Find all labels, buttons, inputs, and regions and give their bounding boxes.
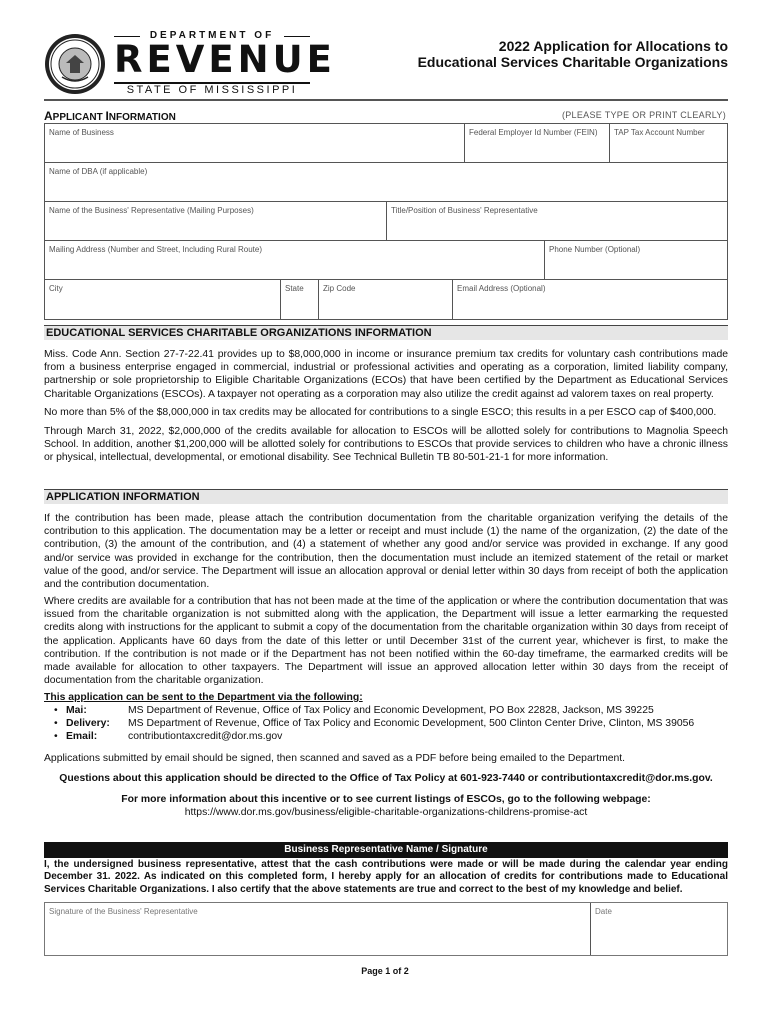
- heading-small: PPLICANT: [52, 112, 106, 123]
- logo-state: STATE OF MISSISSIPPI: [126, 84, 298, 96]
- field-label: Name of DBA (if applicable): [49, 167, 148, 176]
- field-label: Zip Code: [323, 284, 356, 293]
- field-label: Signature of the Business' Representative: [49, 907, 198, 916]
- dor-logo: [114, 30, 336, 96]
- header-divider: [44, 99, 728, 101]
- field-label: Federal Employer Id Number (FEIN): [469, 128, 598, 137]
- field-label: Name of the Business' Representative (Mailing Purposes): [49, 206, 254, 215]
- field-label: Phone Number (Optional): [549, 245, 641, 254]
- zip-field[interactable]: [319, 280, 453, 319]
- page-number: Page 1 of 2: [361, 966, 409, 976]
- send-methods: [44, 691, 728, 743]
- applicant-form-grid: [44, 123, 728, 320]
- form-row: [45, 124, 727, 163]
- send-item: [44, 717, 728, 730]
- send-label: Mai:: [66, 705, 87, 716]
- send-label: Email:: [66, 731, 98, 742]
- send-text: MS Department of Revenue, Office of Tax Policy and Economic Development, PO Box 22828, Jackson, MS 39225: [128, 705, 654, 716]
- field-label: Email Address (Optional): [457, 284, 546, 293]
- document-header: [44, 28, 728, 98]
- heading-cap: A: [44, 109, 53, 123]
- form-row: [45, 163, 727, 202]
- city-field[interactable]: [45, 280, 281, 319]
- rep-title-field[interactable]: [387, 202, 727, 240]
- field-label: Mailing Address (Number and Street, Including Rural Route): [49, 245, 262, 254]
- escos-url-link[interactable]: https://www.dor.ms.gov/business/eligible-charitable-organizations-childrens-promise-act: [184, 807, 588, 818]
- logo-department-of: DEPARTMENT OF: [114, 30, 310, 41]
- field-label: City: [49, 284, 63, 293]
- please-type-note: (PLEASE TYPE OR PRINT CLEARLY): [561, 110, 726, 120]
- send-intro: This application can be sent to the Department via the following:: [44, 692, 363, 703]
- form-row: [45, 202, 727, 241]
- esco-paragraph-2: No more than 5% of the $8,000,000 in tax credits may be allocated for contributions to a single ESCO; this results in a per ESCO cap of $400,000.: [44, 407, 717, 418]
- application-paragraph-2: Where credits are available for a contribution that has not been made at the time of the application or where the contribution documentation that was issued from the charitable organization is not submitted along with the application, the Department will issue a letter earmarking the requested credits along with instructions for the applicant to submit a copy of the documentation from the charitable organization within 30 days from receipt of the application. Applicants have 60 days from the date of this letter or until December 31st of the current year, whichever is first, to make the contribution. If the contribution is not made or if the Department has not been notified within the 60-day timeframe, the earmarked credits will be made available for allocation to other taxpayers. The Department will issue an approved allocation letter within 30 days from the receipt of documentation from the charitable organization.: [44, 596, 728, 687]
- logo-revenue: REVENUE: [114, 38, 336, 81]
- field-label: TAP Tax Account Number: [614, 128, 705, 137]
- state-seal-icon: [44, 33, 106, 95]
- esco-paragraph-3: Through March 31, 2022, $2,000,000 of the credits available for allocation to ESCOs will be allotted solely for contributions to Magnolia Speech School. In addition, another $1,200,000 will be allotted solely for contributions to ESCOs that provide services to children who have a chronic illness or physical, intellectual, developmental, or emotional disability. See Technical Bulletin TB 80-501-21-1 for more information.: [44, 426, 728, 464]
- application-paragraph-1: If the contribution has been made, please attach the contribution documentation from the charitable organization verifying the details of the contribution to this application. The documentation may be a letter or receipt and must include (1) the name of the organization, (2) the date of the contribution, (3) the amount of the contribution, and (4) a statement of whether any good and/or service was provided in exchange. If any good and/or service was provided in exchange for the contribution, then the documentation must include an itemized statement of the retail or market value of the good, and/or service. The Department will issue an allocation approval or denial letter within 30 days from receipt of both the application and the contribution documentation.: [44, 513, 728, 591]
- form-title-line2: Educational Services Charitable Organizations: [417, 54, 728, 70]
- phone-field[interactable]: [545, 241, 727, 279]
- attestation-text: I, the undersigned business representative, attest that the cash contributions were made or will be made during the calendar year ending December 31. 2022. As indicated on this completed form, I hereby apply for an allocation of credits for contributions made to Educational Services Charitable Organizations. I also certify that the above statements are true and correct to the best of my knowledge and belief.: [44, 859, 728, 895]
- applicant-info-heading: [44, 109, 176, 123]
- mailing-address-field[interactable]: [45, 241, 545, 279]
- tap-account-field[interactable]: [610, 124, 727, 162]
- field-label: Title/Position of Business' Representative: [391, 206, 538, 215]
- bullet-icon: •: [54, 718, 58, 729]
- send-text: MS Department of Revenue, Office of Tax Policy and Economic Development, 500 Clinton Center Drive, Clinton, MS 39056: [128, 718, 695, 729]
- email-note: Applications submitted by email should be signed, then scanned and saved as a PDF before being emailed to the Department.: [44, 753, 626, 764]
- questions-note: Questions about this application should be directed to the Office of Tax Policy at 601-923-7440 or contributiontaxcredit@dor.ms.gov.: [59, 773, 713, 784]
- signature-field[interactable]: [45, 903, 591, 955]
- state-field[interactable]: [281, 280, 319, 319]
- heading-cap: I: [105, 109, 109, 123]
- date-field[interactable]: [591, 903, 727, 955]
- send-label: Delivery:: [66, 718, 110, 729]
- bullet-icon: •: [54, 731, 58, 742]
- esco-paragraph-1: Miss. Code Ann. Section 27-7-22.41 provides up to $8,000,000 in income or insurance premium tax credits for voluntary cash contributions made from a business enterprise engaged in commercial, industrial or professional activities and operating as a corporation, limited liability company, partnership or sole proprietorship to Eligible Charitable Organizations (ECOs) that have been certified by the Department as Educational Services Charitable Organizations (ESCOs). A taxpayer not operating as a corporation may also utilize the credit against ad valorem taxes on real property.: [44, 349, 728, 400]
- rep-name-field[interactable]: [45, 202, 387, 240]
- bullet-icon: •: [54, 705, 58, 716]
- fein-field[interactable]: [465, 124, 610, 162]
- signature-box: [44, 902, 728, 956]
- field-label: State: [285, 284, 304, 293]
- signature-heading: Business Representative Name / Signature: [44, 842, 728, 858]
- more-info-note: For more information about this incentive or to see current listings of ESCOs, go to the following webpage:: [121, 794, 651, 805]
- form-title: [418, 38, 728, 70]
- heading-small: NFORMATION: [108, 112, 176, 123]
- business-name-field[interactable]: [45, 124, 465, 162]
- application-info-heading: APPLICATION INFORMATION: [44, 489, 728, 504]
- form-row: [45, 241, 727, 280]
- send-email-link[interactable]: contributiontaxcredit@dor.ms.gov: [128, 731, 283, 742]
- esco-info-heading: EDUCATIONAL SERVICES CHARITABLE ORGANIZATIONS INFORMATION: [44, 325, 728, 340]
- email-field[interactable]: [453, 280, 727, 319]
- field-label: Name of Business: [49, 128, 114, 137]
- send-item: [44, 704, 728, 717]
- field-label: Date: [595, 907, 612, 916]
- form-row: [45, 280, 727, 319]
- send-item: [44, 730, 728, 743]
- form-title-line1: 2022 Application for Allocations to: [498, 38, 728, 54]
- dba-field[interactable]: [45, 163, 727, 201]
